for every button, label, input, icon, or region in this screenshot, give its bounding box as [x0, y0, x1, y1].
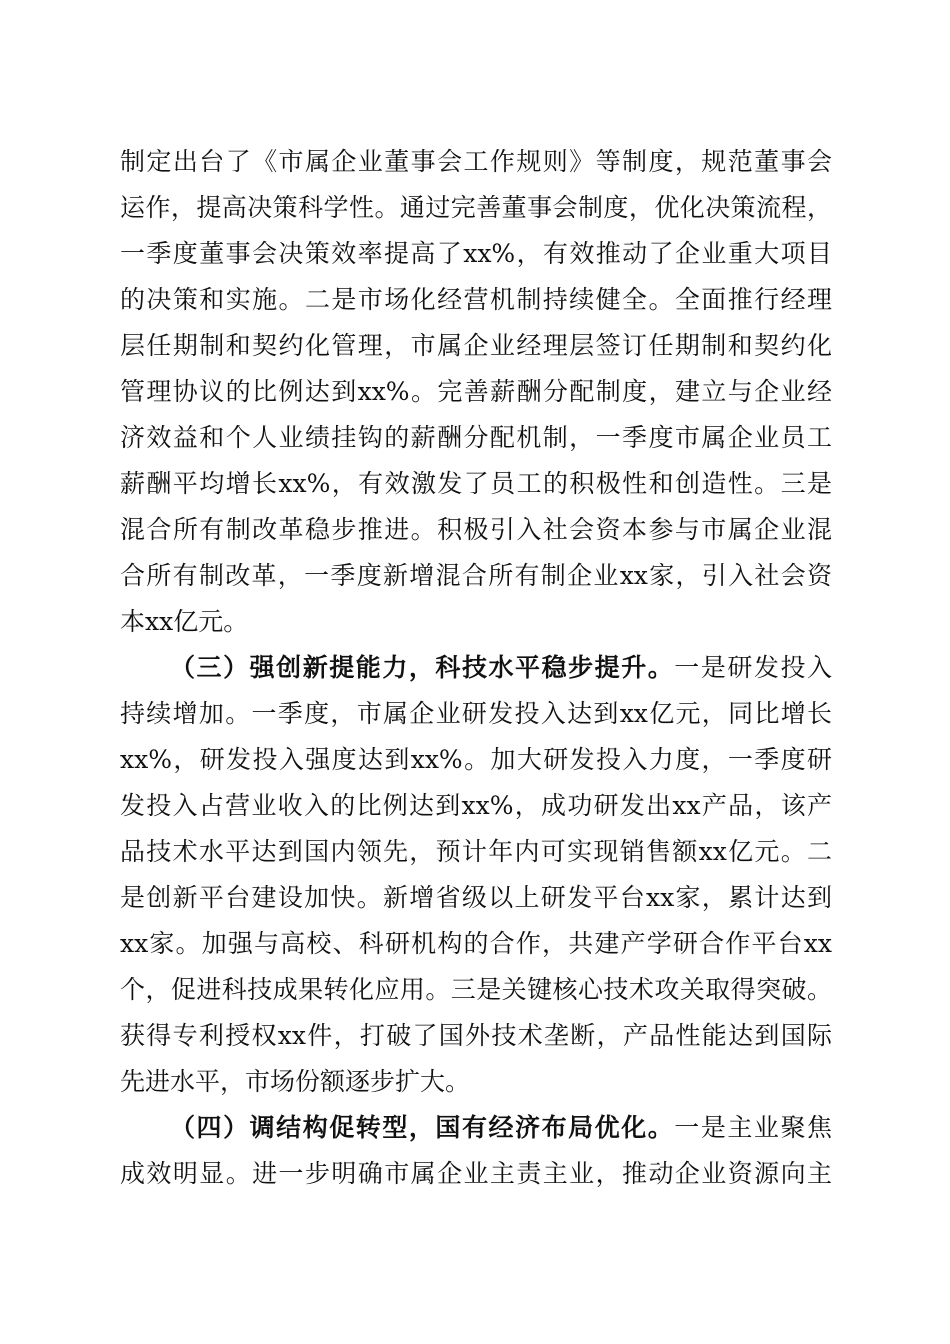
- section-4-heading: （四）调结构促转型，国有经济布局优化。: [170, 1113, 675, 1142]
- body-line: 一季度董事会决策效率提高了xx%，有效推动了企业重大项目: [120, 239, 832, 268]
- section-3-heading: （三）强创新提能力，科技水平稳步提升。: [170, 653, 675, 682]
- body-line: 本xx亿元。: [120, 607, 249, 636]
- body-line: 的决策和实施。二是市场化经营机制持续健全。全面推行经理: [120, 285, 832, 314]
- body-line: 运作，提高决策科学性。通过完善董事会制度，优化决策流程，: [120, 193, 832, 222]
- body-line: 层任期制和契约化管理，市属企业经理层签订任期制和契约化: [120, 331, 832, 360]
- body-line: xx%，研发投入强度达到xx%。加大研发投入力度，一季度研: [120, 745, 832, 774]
- body-line: 济效益和个人业绩挂钩的薪酬分配机制，一季度市属企业员工: [120, 423, 832, 452]
- section-3-first-line-text: 一是研发投入: [674, 653, 832, 682]
- body-line: 管理协议的比例达到xx%。完善薪酬分配制度，建立与企业经: [120, 377, 832, 406]
- body-line: 发投入占营业收入的比例达到xx%，成功研发出xx产品，该产: [120, 791, 832, 820]
- body-line: 成效明显。进一步明确市属企业主责主业，推动企业资源向主: [120, 1159, 832, 1188]
- body-line: 制定出台了《市属企业董事会工作规则》等制度，规范董事会: [120, 147, 832, 176]
- body-line: 薪酬平均增长xx%，有效激发了员工的积极性和创造性。三是: [120, 469, 832, 498]
- body-line: 混合所有制改革稳步推进。积极引入社会资本参与市属企业混: [120, 515, 832, 544]
- body-line: 持续增加。一季度，市属企业研发投入达到xx亿元，同比增长: [120, 699, 832, 728]
- section-4-first-line: [170, 1113, 832, 1143]
- body-line: 品技术水平达到国内领先，预计年内可实现销售额xx亿元。二: [120, 837, 832, 866]
- body-line: 合所有制改革，一季度新增混合所有制企业xx家，引入社会资: [120, 561, 832, 590]
- section-4-first-line-text: 一是主业聚焦: [674, 1113, 832, 1142]
- body-line: 个，促进科技成果转化应用。三是关键核心技术攻关取得突破。: [120, 975, 832, 1004]
- body-line: xx家。加强与高校、科研机构的合作，共建产学研合作平台xx: [120, 929, 832, 958]
- body-line: 获得专利授权xx件，打破了国外技术垄断，产品性能达到国际: [120, 1021, 832, 1050]
- body-line: 先进水平，市场份额逐步扩大。: [120, 1067, 471, 1096]
- body-line: 是创新平台建设加快。新增省级以上研发平台xx家，累计达到: [120, 883, 832, 912]
- section-3-first-line: [170, 653, 832, 683]
